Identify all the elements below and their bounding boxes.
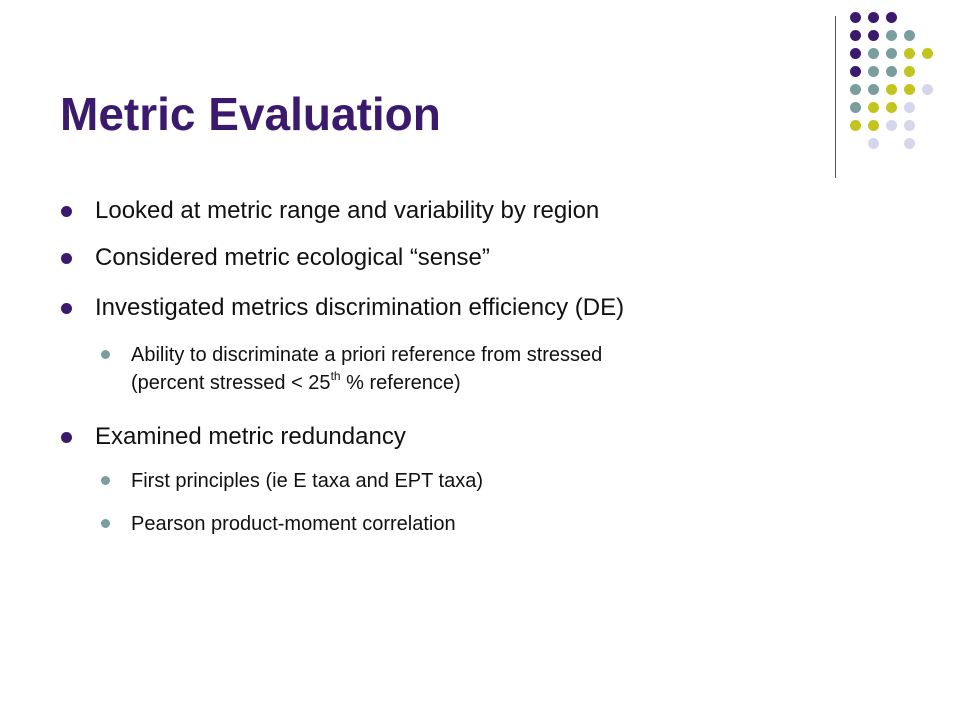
sub-bullet-text: First principles (ie E taxa and EPT taxa) bbox=[131, 470, 483, 492]
bullet-dot-icon bbox=[61, 206, 72, 217]
decorative-dot bbox=[904, 138, 915, 149]
decorative-dot bbox=[868, 48, 879, 59]
decorative-dot bbox=[850, 120, 861, 131]
decorative-dot bbox=[868, 138, 879, 149]
decorative-dot bbox=[868, 12, 879, 23]
decorative-dot bbox=[850, 84, 861, 95]
decorative-dot bbox=[850, 48, 861, 59]
bullet-text: Examined metric redundancy bbox=[95, 423, 406, 450]
sub-bullet-dot-icon bbox=[101, 519, 110, 528]
decorative-dot bbox=[922, 48, 933, 59]
decorative-dot bbox=[886, 120, 897, 131]
sub-bullet-item bbox=[131, 510, 456, 538]
decorative-dot bbox=[850, 102, 861, 113]
decorative-dot bbox=[868, 120, 879, 131]
bullet-text: Investigated metrics discrimination efficiency (DE) bbox=[95, 294, 625, 321]
bullet-text: Looked at metric range and variability by region bbox=[95, 197, 600, 224]
decorative-dot bbox=[868, 102, 879, 113]
superscript-th: th bbox=[330, 369, 341, 383]
bullet-text: Considered metric ecological “sense” bbox=[95, 244, 490, 271]
bullet-item bbox=[95, 422, 406, 452]
decorative-dot bbox=[904, 84, 915, 95]
decorative-dot bbox=[904, 120, 915, 131]
sub-bullet-text: Pearson product-moment correlation bbox=[131, 513, 456, 535]
decorative-dot bbox=[850, 12, 861, 23]
decorative-dot bbox=[886, 84, 897, 95]
decorative-dot bbox=[904, 66, 915, 77]
decorative-dot bbox=[868, 30, 879, 41]
sub-bullet-item bbox=[131, 341, 602, 397]
sub-bullet-text-line1: Ability to discriminate a priori reference from stressed bbox=[131, 344, 603, 366]
decorative-dot bbox=[922, 84, 933, 95]
bullet-dot-icon bbox=[61, 432, 72, 443]
sub-bullet-item bbox=[131, 467, 483, 495]
decorative-dot bbox=[850, 66, 861, 77]
slide-title: Metric Evaluation bbox=[60, 88, 441, 140]
decorative-dot bbox=[904, 102, 915, 113]
sub-bullet-dot-icon bbox=[101, 350, 110, 359]
decorative-dot bbox=[904, 30, 915, 41]
decorative-dot bbox=[904, 48, 915, 59]
decorative-dot bbox=[886, 102, 897, 113]
decorative-dot bbox=[850, 30, 861, 41]
bullet-item bbox=[95, 293, 624, 323]
decorative-dot bbox=[886, 30, 897, 41]
bullet-dot-icon bbox=[61, 303, 72, 314]
decorative-dot bbox=[868, 66, 879, 77]
bullet-item bbox=[95, 243, 490, 273]
decorative-dot bbox=[886, 48, 897, 59]
decorative-dot bbox=[868, 84, 879, 95]
bullet-dot-icon bbox=[61, 253, 72, 264]
decorative-dot bbox=[886, 66, 897, 77]
decorative-dot bbox=[886, 12, 897, 23]
divider-line bbox=[835, 16, 836, 178]
decorative-dot-grid bbox=[846, 10, 946, 160]
sub-bullet-text-line2: (percent stressed < 25th % reference) bbox=[131, 369, 461, 394]
sub-bullet-dot-icon bbox=[101, 476, 110, 485]
bullet-item bbox=[95, 196, 599, 226]
